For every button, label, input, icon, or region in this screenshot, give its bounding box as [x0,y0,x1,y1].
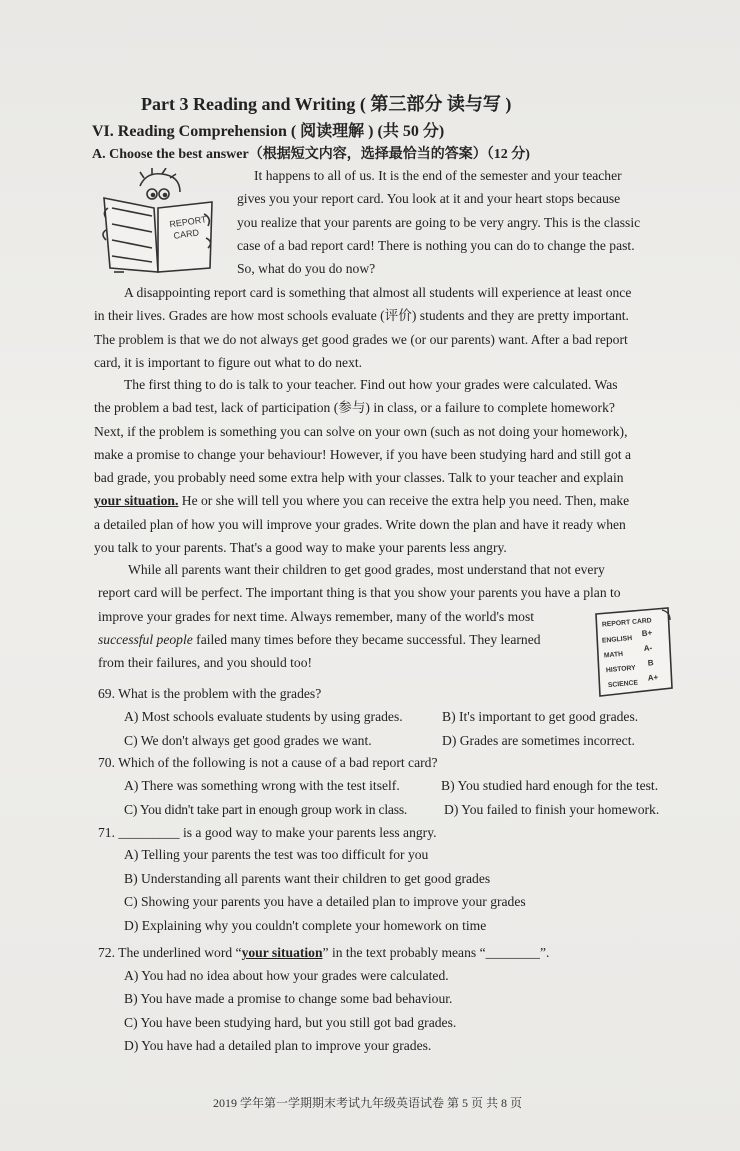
q70-option-b[interactable]: B) You studied hard enough for the test. [441,778,659,793]
text-line: gives you your report card. You look at it and your heart stops because [237,191,621,207]
text-span: He or she will tell you where you can receive the extra help you need. Then, make [178,493,630,509]
text-line: card, it is important to figure out what to do next. [94,354,363,370]
text-line: you realize that your parents are going to be very angry. This is the classic [237,214,641,230]
question-70-stem: 70. Which of the following is not a cause of a bad report card? [98,755,438,770]
q72-option-b[interactable]: B) You have made a promise to change some bad behaviour. [124,991,453,1006]
report-card-label-2: CARD [172,227,200,241]
report-card-subject: MATH [603,650,624,660]
question-72-stem [98,945,549,961]
reading-report-card-illustration [100,168,218,276]
q70-option-a[interactable]: A) There was something wrong with the test itself. [124,778,400,793]
paragraph-2 [94,373,684,559]
text-span: ” in the text probably means “________”. [322,945,550,960]
underlined-phrase: your situation [241,945,323,960]
text-span: failed many times before they became successful. They learned [192,631,541,647]
text-line: from their failures, and you should too! [98,655,313,671]
q71-option-c[interactable]: C) Showing your parents you have a detailed plan to improve your grades [124,894,526,909]
report-card-subject: ENGLISH [601,634,633,645]
q70-option-d[interactable]: D) You failed to finish your homework. [444,802,660,817]
text-line: in their lives. Grades are how most schools evaluate (评价) students and they are pretty important. [94,308,629,324]
q72-option-d[interactable]: D) You have had a detailed plan to improve your grades. [124,1038,432,1053]
text-line: a detailed plan of how you will improve your grades. Write down the plan and have it ready when [94,516,626,532]
question-71-stem: 71. _________ is a good way to make your parents less angry. [98,825,437,840]
report-card-grade: A- [643,643,653,653]
text-line: bad grade, you probably need some extra help with your classes. Talk to your teacher and explain [94,470,624,486]
q70-option-c[interactable]: C) You didn't take part in enough group work in class. [124,802,408,817]
q72-option-a[interactable]: A) You had no idea about how your grades were calculated. [124,968,449,983]
report-card-header: REPORT CARD [601,617,652,629]
report-card-label-1: REPORT [168,214,208,230]
text-line: A disappointing report card is something that almost all students will experience at least once [124,285,632,300]
text-line: report card will be perfect. The important thing is that you show your parents you have a plan to [98,585,621,601]
q69-option-b[interactable]: B) It's important to get good grades. [442,709,639,724]
report-card-subject: HISTORY [605,664,637,675]
text-span: 72. The underlined word “ [98,945,242,960]
report-card-subject: SCIENCE [607,679,639,690]
text-line: case of a bad report card! There is nothing you can do to change the past. [237,237,635,253]
text-line: The problem is that we do not always get good grades we (or our parents) want. After a bad report [94,331,628,347]
text-line: While all parents want their children to get good grades, most understand that not every [128,562,605,577]
report-card-grade: B+ [641,628,653,639]
text-line: Next, if the problem is something you can solve on your own (such as not doing your homework), [94,423,628,439]
text-line: the problem a bad test, lack of participation (参与) in class, or a failure to complete homework? [94,400,615,416]
underlined-phrase: your situation. [94,493,179,509]
subsection-title: A. Choose the best answer（根据短文内容，选择最恰当的答案）（12 分) [92,147,530,162]
part-title: Part 3 Reading and Writing ( 第三部分 读与写 ) [141,94,512,114]
intro-paragraph [237,164,677,280]
q72-option-c[interactable]: C) You have been studying hard, but you still got bad grades. [124,1015,457,1030]
q69-option-d[interactable]: D) Grades are sometimes incorrect. [442,733,635,748]
italic-phrase: successful people [98,631,193,647]
q71-option-d[interactable]: D) Explaining why you couldn't complete your homework on time [124,918,487,933]
text-line: you talk to your parents. That's a good way to make your parents less angry. [94,540,507,556]
q71-option-a[interactable]: A) Telling your parents the test was too difficult for you [124,847,429,862]
text-line: The first thing to do is talk to your teacher. Find out how your grades were calculated. Was [124,377,618,392]
report-card-illustration [592,606,676,698]
section-title: VI. Reading Comprehension ( 阅读理解 ) (共 50 分) [92,123,445,140]
text-line: So, what do you do now? [237,261,376,277]
report-card-grade: B [647,658,654,668]
text-line [94,489,684,512]
q69-option-c[interactable]: C) We don't always get good grades we want. [124,733,372,748]
question-69-stem: 69. What is the problem with the grades? [98,686,322,701]
page-footer: 2019 学年第一学期期末考试九年级英语试卷 第 5 页 共 8 页 [213,1096,523,1110]
paragraph-1 [94,281,684,374]
text-line: improve your grades for next time. Always remember, many of the world's most [98,608,535,624]
report-card-grade: A+ [647,672,659,683]
q69-option-a[interactable]: A) Most schools evaluate students by using grades. [124,709,403,724]
q71-option-b[interactable]: B) Understanding all parents want their children to get good grades [124,871,491,886]
text-line: It happens to all of us. It is the end of the semester and your teacher [254,168,622,183]
text-line: make a promise to change your behaviour! However, if you have been studying hard and still got a [94,446,632,462]
